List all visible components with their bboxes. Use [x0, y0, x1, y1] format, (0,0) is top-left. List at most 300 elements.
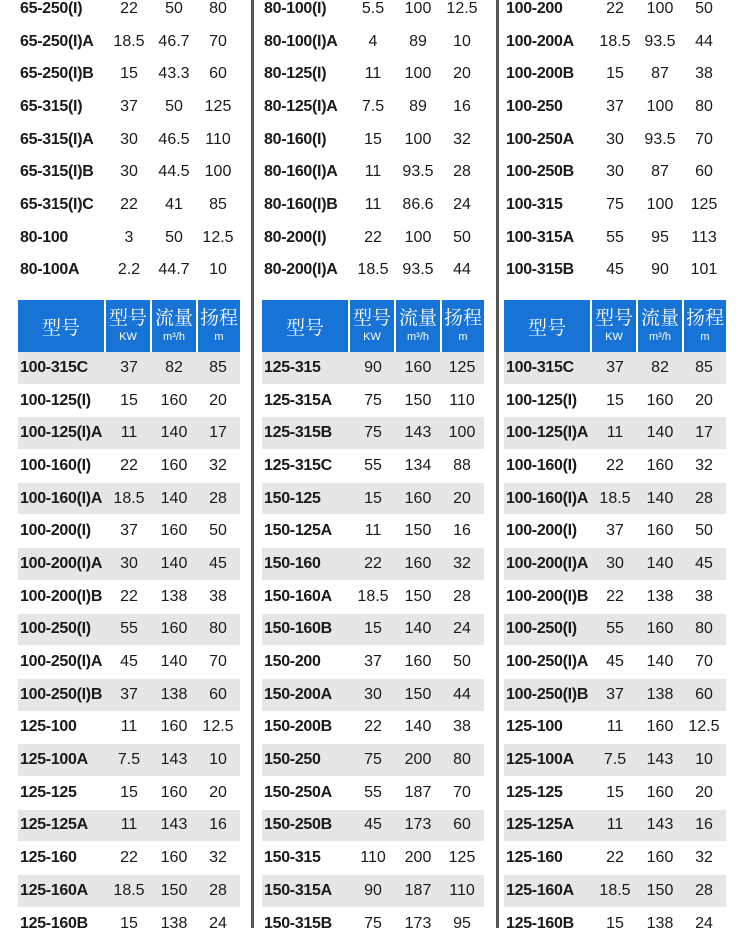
table-row: [18, 417, 240, 450]
header-kw: [106, 300, 150, 352]
cell-kw: 18.5: [592, 26, 638, 59]
cell-kw: 22: [592, 842, 638, 875]
header-head-unit: m: [458, 331, 468, 343]
cell-model: 80-125(I): [262, 58, 350, 91]
cell-flow: 160: [638, 450, 682, 483]
cell-head: 28: [682, 875, 726, 908]
cell-kw: 22: [350, 222, 396, 255]
cell-head: 32: [682, 450, 726, 483]
table-row: [262, 255, 484, 287]
top-table-1: [18, 0, 240, 286]
cell-kw: 22: [106, 581, 152, 614]
cell-model: 125-160B: [18, 908, 106, 928]
header-flow-label: 流量: [398, 308, 437, 329]
cell-model: 150-315A: [262, 875, 350, 908]
cell-model: 65-250(I)A: [18, 26, 106, 59]
cell-kw: 15: [592, 385, 638, 418]
cell-head: 17: [196, 417, 240, 450]
cell-model: 100-250(I)A: [18, 646, 106, 679]
cell-flow: 143: [638, 810, 682, 843]
cell-model: 125-160B: [504, 908, 592, 928]
cell-head: 85: [196, 352, 240, 385]
cell-flow: 100: [396, 222, 440, 255]
cell-flow: 138: [638, 908, 682, 928]
cell-head: 80: [196, 0, 240, 26]
table-row: [504, 777, 726, 810]
cell-head: 16: [196, 810, 240, 843]
cell-kw: 37: [592, 679, 638, 712]
cell-model: 100-200(I)A: [504, 548, 592, 581]
cell-model: 100-250A: [504, 124, 592, 157]
cell-flow: 100: [396, 58, 440, 91]
cell-model: 150-250: [262, 744, 350, 777]
cell-kw: 15: [106, 908, 152, 928]
table-row: [504, 515, 726, 548]
table-row: [18, 483, 240, 516]
cell-kw: 22: [592, 450, 638, 483]
table-row: [504, 255, 726, 287]
cell-flow: 160: [396, 483, 440, 516]
cell-model: 100-315A: [504, 222, 592, 255]
cell-model: 150-315B: [262, 908, 350, 928]
cell-kw: 7.5: [592, 744, 638, 777]
cell-flow: 87: [638, 58, 682, 91]
cell-kw: 90: [350, 352, 396, 385]
table-row: [262, 810, 484, 843]
table-row: [18, 744, 240, 777]
cell-kw: 18.5: [106, 26, 152, 59]
cell-kw: 22: [592, 0, 638, 26]
cell-kw: 37: [592, 515, 638, 548]
header-flow: [396, 300, 440, 352]
cell-model: 150-200: [262, 646, 350, 679]
header-kw-label: 型号: [352, 308, 391, 329]
table-row: [504, 450, 726, 483]
cell-flow: 160: [152, 842, 196, 875]
cell-kw: 37: [350, 646, 396, 679]
cell-model: 150-250A: [262, 777, 350, 810]
cell-head: 12.5: [682, 712, 726, 745]
table-row: [18, 548, 240, 581]
cell-kw: 30: [350, 679, 396, 712]
cell-flow: 140: [396, 614, 440, 647]
cell-kw: 15: [350, 124, 396, 157]
header-kw: [350, 300, 394, 352]
header-head-label: 扬程: [443, 308, 482, 329]
table-row: [504, 581, 726, 614]
cell-head: 20: [196, 777, 240, 810]
bottom-table-2: [262, 300, 484, 928]
table-row: [504, 91, 726, 124]
cell-head: 113: [682, 222, 726, 255]
cell-flow: 160: [638, 614, 682, 647]
cell-model: 100-125(I)A: [18, 417, 106, 450]
cell-head: 44: [682, 26, 726, 59]
cell-model: 125-315: [262, 352, 350, 385]
cell-head: 20: [196, 385, 240, 418]
cell-model: 125-160A: [18, 875, 106, 908]
cell-head: 38: [682, 58, 726, 91]
cell-kw: 15: [350, 614, 396, 647]
cell-flow: 90: [638, 255, 682, 287]
cell-kw: 11: [592, 712, 638, 745]
cell-head: 32: [196, 842, 240, 875]
cell-kw: 55: [350, 777, 396, 810]
cell-head: 88: [440, 450, 484, 483]
table-row: [504, 222, 726, 255]
cell-head: 50: [196, 515, 240, 548]
cell-head: 10: [196, 744, 240, 777]
header-head: [442, 300, 484, 352]
cell-head: 125: [440, 842, 484, 875]
table-row: [504, 189, 726, 222]
cell-flow: 160: [152, 777, 196, 810]
cell-head: 60: [440, 810, 484, 843]
cell-flow: 160: [638, 777, 682, 810]
cell-model: 65-315(I): [18, 91, 106, 124]
cell-flow: 44.7: [152, 255, 196, 287]
table-row: [262, 483, 484, 516]
cell-head: 16: [440, 515, 484, 548]
cell-flow: 138: [152, 908, 196, 928]
table-row: [18, 385, 240, 418]
header-head: [198, 300, 240, 352]
cell-head: 20: [440, 483, 484, 516]
cell-model: 80-100A: [18, 255, 106, 287]
cell-kw: 37: [106, 91, 152, 124]
cell-flow: 160: [396, 352, 440, 385]
header-model: 型号: [262, 300, 348, 352]
cell-flow: 140: [152, 417, 196, 450]
cell-flow: 150: [396, 581, 440, 614]
header-kw: [592, 300, 636, 352]
table-row: [262, 450, 484, 483]
table-row: [504, 156, 726, 189]
cell-kw: 15: [592, 58, 638, 91]
table-row: [504, 385, 726, 418]
cell-head: 38: [682, 581, 726, 614]
cell-head: 95: [440, 908, 484, 928]
cell-flow: 93.5: [396, 156, 440, 189]
cell-head: 125: [440, 352, 484, 385]
cell-kw: 15: [592, 908, 638, 928]
cell-flow: 46.7: [152, 26, 196, 59]
cell-head: 110: [196, 124, 240, 157]
header-flow-unit: m³/h: [649, 331, 671, 343]
table-row: [18, 646, 240, 679]
cell-kw: 11: [350, 515, 396, 548]
cell-flow: 143: [638, 744, 682, 777]
cell-kw: 30: [106, 548, 152, 581]
table-header: [262, 300, 484, 352]
cell-head: 110: [440, 875, 484, 908]
cell-flow: 187: [396, 777, 440, 810]
cell-flow: 89: [396, 91, 440, 124]
cell-model: 100-315C: [18, 352, 106, 385]
cell-flow: 87: [638, 156, 682, 189]
table-row: [18, 908, 240, 928]
header-kw-unit: KW: [119, 331, 137, 343]
cell-flow: 200: [396, 842, 440, 875]
cell-head: 125: [196, 91, 240, 124]
cell-head: 85: [196, 189, 240, 222]
cell-kw: 75: [592, 189, 638, 222]
cell-model: 100-160(I): [18, 450, 106, 483]
cell-flow: 89: [396, 26, 440, 59]
header-kw-label: 型号: [594, 308, 633, 329]
table-row: [504, 0, 726, 26]
cell-flow: 150: [152, 875, 196, 908]
cell-head: 16: [440, 91, 484, 124]
cell-head: 24: [440, 189, 484, 222]
cell-model: 100-125(I): [504, 385, 592, 418]
cell-flow: 160: [152, 515, 196, 548]
cell-kw: 18.5: [350, 581, 396, 614]
cell-flow: 138: [152, 679, 196, 712]
table-row: [262, 189, 484, 222]
table-row: [504, 908, 726, 928]
cell-head: 12.5: [196, 222, 240, 255]
cell-model: 80-100: [18, 222, 106, 255]
table-row: [262, 548, 484, 581]
cell-kw: 55: [592, 614, 638, 647]
table-row: [504, 124, 726, 157]
cell-model: 150-125: [262, 483, 350, 516]
cell-head: 16: [682, 810, 726, 843]
cell-head: 85: [682, 352, 726, 385]
cell-model: 100-250(I)B: [504, 679, 592, 712]
table-row: [262, 91, 484, 124]
column-divider-left: [251, 0, 254, 928]
cell-kw: 45: [350, 810, 396, 843]
cell-flow: 150: [638, 875, 682, 908]
cell-kw: 30: [592, 124, 638, 157]
cell-head: 28: [196, 875, 240, 908]
cell-model: 100-125(I): [18, 385, 106, 418]
cell-flow: 50: [152, 0, 196, 26]
cell-kw: 75: [350, 744, 396, 777]
cell-model: 65-250(I)B: [18, 58, 106, 91]
cell-model: 100-250(I): [504, 614, 592, 647]
table-row: [262, 614, 484, 647]
cell-flow: 140: [638, 646, 682, 679]
cell-head: 12.5: [440, 0, 484, 26]
table-row: [18, 875, 240, 908]
table-row: [18, 156, 240, 189]
cell-model: 100-250(I)B: [18, 679, 106, 712]
cell-head: 70: [440, 777, 484, 810]
table-row: [18, 581, 240, 614]
cell-model: 150-250B: [262, 810, 350, 843]
cell-flow: 140: [396, 712, 440, 745]
cell-head: 32: [196, 450, 240, 483]
cell-kw: 22: [592, 581, 638, 614]
cell-model: 150-160: [262, 548, 350, 581]
cell-flow: 100: [396, 0, 440, 26]
cell-model: 80-160(I)B: [262, 189, 350, 222]
cell-flow: 43.3: [152, 58, 196, 91]
cell-head: 17: [682, 417, 726, 450]
cell-kw: 15: [592, 777, 638, 810]
cell-kw: 30: [106, 124, 152, 157]
table-row: [262, 58, 484, 91]
cell-kw: 11: [592, 810, 638, 843]
cell-model: 100-200(I): [18, 515, 106, 548]
table-row: [262, 646, 484, 679]
cell-model: 100-250: [504, 91, 592, 124]
cell-head: 50: [440, 646, 484, 679]
table-row: [262, 515, 484, 548]
cell-head: 12.5: [196, 712, 240, 745]
cell-model: 125-125A: [18, 810, 106, 843]
cell-flow: 160: [152, 450, 196, 483]
cell-model: 125-100: [504, 712, 592, 745]
cell-model: 150-160A: [262, 581, 350, 614]
cell-model: 80-200(I): [262, 222, 350, 255]
cell-model: 100-315B: [504, 255, 592, 287]
table-header: [18, 300, 240, 352]
cell-model: 100-200(I)B: [504, 581, 592, 614]
header-model: 型号: [18, 300, 104, 352]
cell-kw: 37: [106, 515, 152, 548]
cell-kw: 22: [350, 548, 396, 581]
table-row: [18, 614, 240, 647]
cell-kw: 22: [106, 0, 152, 26]
cell-flow: 173: [396, 908, 440, 928]
cell-kw: 37: [106, 352, 152, 385]
cell-kw: 18.5: [592, 483, 638, 516]
cell-model: 80-100(I)A: [262, 26, 350, 59]
table-row: [504, 810, 726, 843]
table-row: [18, 777, 240, 810]
cell-flow: 143: [396, 417, 440, 450]
cell-model: 100-200(I): [504, 515, 592, 548]
cell-model: 65-250(I): [18, 0, 106, 26]
cell-kw: 11: [592, 417, 638, 450]
table-row: [18, 222, 240, 255]
cell-flow: 160: [152, 385, 196, 418]
cell-head: 38: [440, 712, 484, 745]
cell-kw: 4: [350, 26, 396, 59]
cell-flow: 100: [638, 189, 682, 222]
cell-flow: 82: [152, 352, 196, 385]
cell-kw: 15: [106, 385, 152, 418]
cell-kw: 22: [106, 450, 152, 483]
cell-flow: 160: [152, 712, 196, 745]
cell-model: 125-100A: [504, 744, 592, 777]
cell-flow: 160: [638, 515, 682, 548]
cell-head: 60: [196, 58, 240, 91]
cell-flow: 86.6: [396, 189, 440, 222]
cell-model: 125-315C: [262, 450, 350, 483]
cell-kw: 2.2: [106, 255, 152, 287]
top-table-3: [504, 0, 726, 286]
cell-kw: 18.5: [106, 875, 152, 908]
table-row: [18, 842, 240, 875]
cell-kw: 5.5: [350, 0, 396, 26]
cell-flow: 138: [638, 581, 682, 614]
header-flow-unit: m³/h: [407, 331, 429, 343]
cell-flow: 200: [396, 744, 440, 777]
cell-head: 20: [682, 385, 726, 418]
cell-model: 100-125(I)A: [504, 417, 592, 450]
cell-model: 80-100(I): [262, 0, 350, 26]
cell-kw: 75: [350, 908, 396, 928]
cell-kw: 90: [350, 875, 396, 908]
cell-flow: 50: [152, 222, 196, 255]
cell-kw: 45: [106, 646, 152, 679]
cell-model: 80-125(I)A: [262, 91, 350, 124]
table-row: [262, 581, 484, 614]
cell-flow: 140: [638, 548, 682, 581]
header-model: 型号: [504, 300, 590, 352]
cell-model: 125-100: [18, 712, 106, 745]
cell-flow: 100: [396, 124, 440, 157]
cell-flow: 93.5: [638, 26, 682, 59]
table-row: [262, 124, 484, 157]
table-row: [262, 352, 484, 385]
cell-model: 100-315: [504, 189, 592, 222]
table-row: [262, 222, 484, 255]
cell-head: 80: [682, 91, 726, 124]
cell-kw: 15: [106, 58, 152, 91]
header-flow-label: 流量: [640, 308, 679, 329]
cell-kw: 55: [592, 222, 638, 255]
cell-flow: 150: [396, 679, 440, 712]
table-row: [504, 417, 726, 450]
cell-model: 125-125A: [504, 810, 592, 843]
table-row: [262, 26, 484, 59]
cell-kw: 30: [106, 156, 152, 189]
table-row: [504, 712, 726, 745]
table-row: [18, 26, 240, 59]
cell-head: 70: [196, 646, 240, 679]
cell-kw: 18.5: [350, 255, 396, 287]
cell-kw: 7.5: [350, 91, 396, 124]
cell-head: 24: [682, 908, 726, 928]
header-head: [684, 300, 726, 352]
header-head-unit: m: [700, 331, 710, 343]
cell-model: 150-315: [262, 842, 350, 875]
table-row: [504, 58, 726, 91]
table-row: [18, 255, 240, 287]
cell-flow: 41: [152, 189, 196, 222]
header-kw-label: 型号: [108, 308, 147, 329]
cell-flow: 173: [396, 810, 440, 843]
cell-model: 65-315(I)B: [18, 156, 106, 189]
cell-flow: 140: [152, 483, 196, 516]
cell-model: 125-125: [504, 777, 592, 810]
table-row: [18, 0, 240, 26]
cell-head: 70: [196, 26, 240, 59]
cell-model: 150-125A: [262, 515, 350, 548]
cell-head: 28: [682, 483, 726, 516]
cell-head: 50: [682, 515, 726, 548]
cell-kw: 55: [106, 614, 152, 647]
cell-head: 10: [440, 26, 484, 59]
cell-model: 100-160(I)A: [504, 483, 592, 516]
cell-head: 125: [682, 189, 726, 222]
cell-head: 24: [440, 614, 484, 647]
cell-head: 32: [440, 124, 484, 157]
header-flow: [152, 300, 196, 352]
cell-kw: 11: [106, 712, 152, 745]
cell-flow: 160: [152, 614, 196, 647]
cell-kw: 37: [592, 352, 638, 385]
header-kw-unit: KW: [363, 331, 381, 343]
cell-head: 28: [440, 156, 484, 189]
table-row: [262, 842, 484, 875]
